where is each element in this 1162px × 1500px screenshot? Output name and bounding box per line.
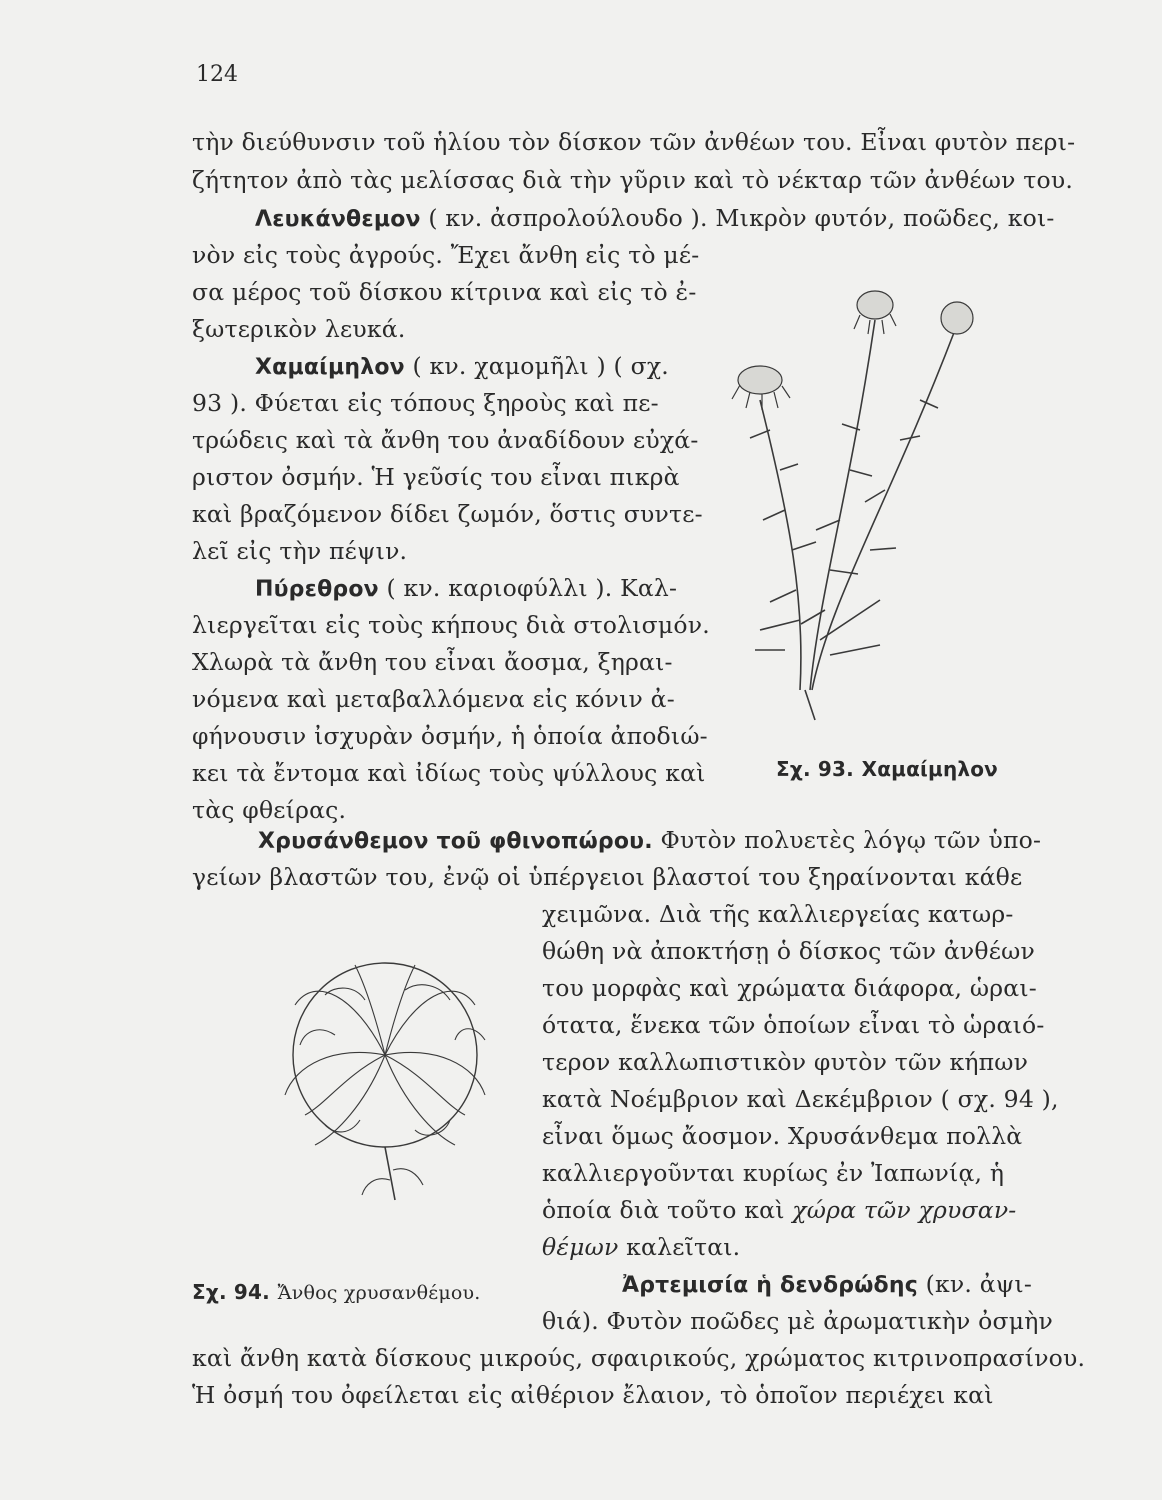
text-line: καλλιεργοῦνται κυρίως ἐν Ἰαπωνίᾳ, ἡ xyxy=(542,1159,1005,1187)
text-line: χειμῶνα. Διὰ τῆς καλλιεργείας κατωρ- xyxy=(542,900,1014,928)
text-line: Ἡ ὀσμή του ὀφείλεται εἰς αἰθέριον ἔλαιον, τὸ ὁποῖον περιέχει καὶ xyxy=(192,1381,994,1409)
figure-93-label: Σχ. 93. xyxy=(776,757,854,781)
paragraph-chamaimilon xyxy=(255,352,669,380)
text-span: Φυτὸν πολυετὲς λόγῳ τῶν ὑπο- xyxy=(652,826,1042,854)
text-line: γείων βλαστῶν του, ἐνῷ οἱ ὑπέργειοι βλαστοί του ξηραίνονται κάθε xyxy=(192,863,1023,891)
text-span: καλεῖται. xyxy=(618,1233,741,1261)
figure-94-caption xyxy=(192,1277,481,1305)
paragraph-leukanthemon xyxy=(255,204,1055,232)
text-line: του μορφὰς καὶ χρώματα διάφορα, ὡραι- xyxy=(542,974,1037,1002)
text-line: εἶναι ὅμως ἄοσμον. Χρυσάνθεμα πολλὰ xyxy=(542,1122,1023,1150)
text-line: νὸν εἰς τοὺς ἀγρούς. Ἔχει ἄνθη εἰς τὸ μέ- xyxy=(192,241,700,269)
paragraph-pyrethron xyxy=(255,574,677,602)
text-line: τὴν διεύθυνσιν τοῦ ἡλίου τὸν δίσκον τῶν ἀνθέων του. Εἶναι φυτὸν περι- xyxy=(192,128,1076,156)
figure-93-caption xyxy=(776,754,998,782)
chamomile-illustration xyxy=(700,270,1020,730)
text-span: ( κν. χαμομῆλι ) ( σχ. xyxy=(404,352,669,380)
text-line: λιεργεῖται εἰς τοὺς κήπους διὰ στολισμόν. xyxy=(192,611,710,639)
text-span: ὁποία διὰ τοῦτο καὶ xyxy=(542,1196,793,1224)
text-span: ( κν. καριοφύλλι ). Καλ- xyxy=(378,574,678,602)
figure-93-name: Χαμαίμηλον xyxy=(861,757,999,781)
italic-phrase: χώρα τῶν χρυσαν- xyxy=(792,1196,1017,1224)
text-line: κατὰ Νοέμβριον καὶ Δεκέμβριον ( σχ. 94 ), xyxy=(542,1085,1059,1113)
text-line: τρώδεις καὶ τὰ ἄνθη του ἀναδίδουν εὐχά- xyxy=(192,426,699,454)
paragraph-artemisia xyxy=(622,1270,1032,1298)
text-line: τερον καλλωπιστικὸν φυτὸν τῶν κήπων xyxy=(542,1048,1029,1076)
text-span: (κν. ἀψι- xyxy=(917,1270,1032,1298)
text-line: φήνουσιν ἰσχυρὰν ὀσμήν, ἡ ὁποία ἀποδιώ- xyxy=(192,722,708,750)
text-line: ξωτερικὸν λευκά. xyxy=(192,315,406,343)
text-line: ζήτητον ἀπὸ τὰς μελίσσας διὰ τὴν γῦριν καὶ τὸ νέκταρ τῶν ἀνθέων του. xyxy=(192,166,1074,194)
figure-94-name: Ἄνθος χρυσανθέμου. xyxy=(277,1282,481,1304)
text-line: 93 ). Φύεται εἰς τόπους ξηροὺς καὶ πε- xyxy=(192,389,659,417)
text-line: κει τὰ ἔντομα καὶ ἰδίως τοὺς ψύλλους καὶ xyxy=(192,759,706,787)
text-line xyxy=(542,1233,740,1261)
italic-phrase: θέμων xyxy=(542,1233,619,1261)
heading-artemisia: Ἀρτεμισία ἡ δενδρώδης xyxy=(622,1273,918,1298)
text-line: θιά). Φυτὸν ποῶδες μὲ ἀρωματικὴν ὀσμὴν xyxy=(542,1307,1054,1335)
text-line: σα μέρος τοῦ δίσκου κίτρινα καὶ εἰς τὸ ἐ- xyxy=(192,278,697,306)
text-line: θώθη νὰ ἀποκτήσῃ ὁ δίσκος τῶν ἀνθέων xyxy=(542,937,1035,965)
text-line: λεῖ εἰς τὴν πέψιν. xyxy=(192,537,408,565)
heading-chrysanthemon: Χρυσάνθεμον τοῦ φθινοπώρου. xyxy=(258,829,653,854)
heading-pyrethron: Πύρεθρον xyxy=(255,577,379,602)
text-span: ( κν. ἀσπρολούλουδο ). Μικρὸν φυτόν, ποῶδες, κοι- xyxy=(420,204,1055,232)
text-line: ριστον ὀσμήν. Ἡ γεῦσίς του εἶναι πικρὰ xyxy=(192,463,680,491)
text-line: ότατα, ἕνεκα τῶν ὁποίων εἶναι τὸ ὡραιό- xyxy=(542,1011,1045,1039)
text-line: νόμενα καὶ μεταβαλλόμενα εἰς κόνιν ἀ- xyxy=(192,685,675,713)
text-line: καὶ ἄνθη κατὰ δίσκους μικρούς, σφαιρικούς, χρώματος κιτρινοπρασίνου. xyxy=(192,1344,1086,1372)
figure-94-label: Σχ. 94. xyxy=(192,1280,270,1304)
heading-chamaimilon: Χαμαίμηλον xyxy=(255,355,405,380)
paragraph-chrysanthemon xyxy=(258,826,1041,854)
chrysanthemum-illustration xyxy=(255,935,530,1205)
heading-leukanthemon: Λευκάνθεμον xyxy=(255,207,421,232)
page-number: 124 xyxy=(196,62,238,87)
text-line xyxy=(542,1196,1016,1224)
text-line: τὰς φθείρας. xyxy=(192,796,347,824)
text-line: καὶ βραζόμενον δίδει ζωμόν, ὅστις συντε- xyxy=(192,500,703,528)
text-line: Χλωρὰ τὰ ἄνθη του εἶναι ἄοσμα, ξηραι- xyxy=(192,648,673,676)
